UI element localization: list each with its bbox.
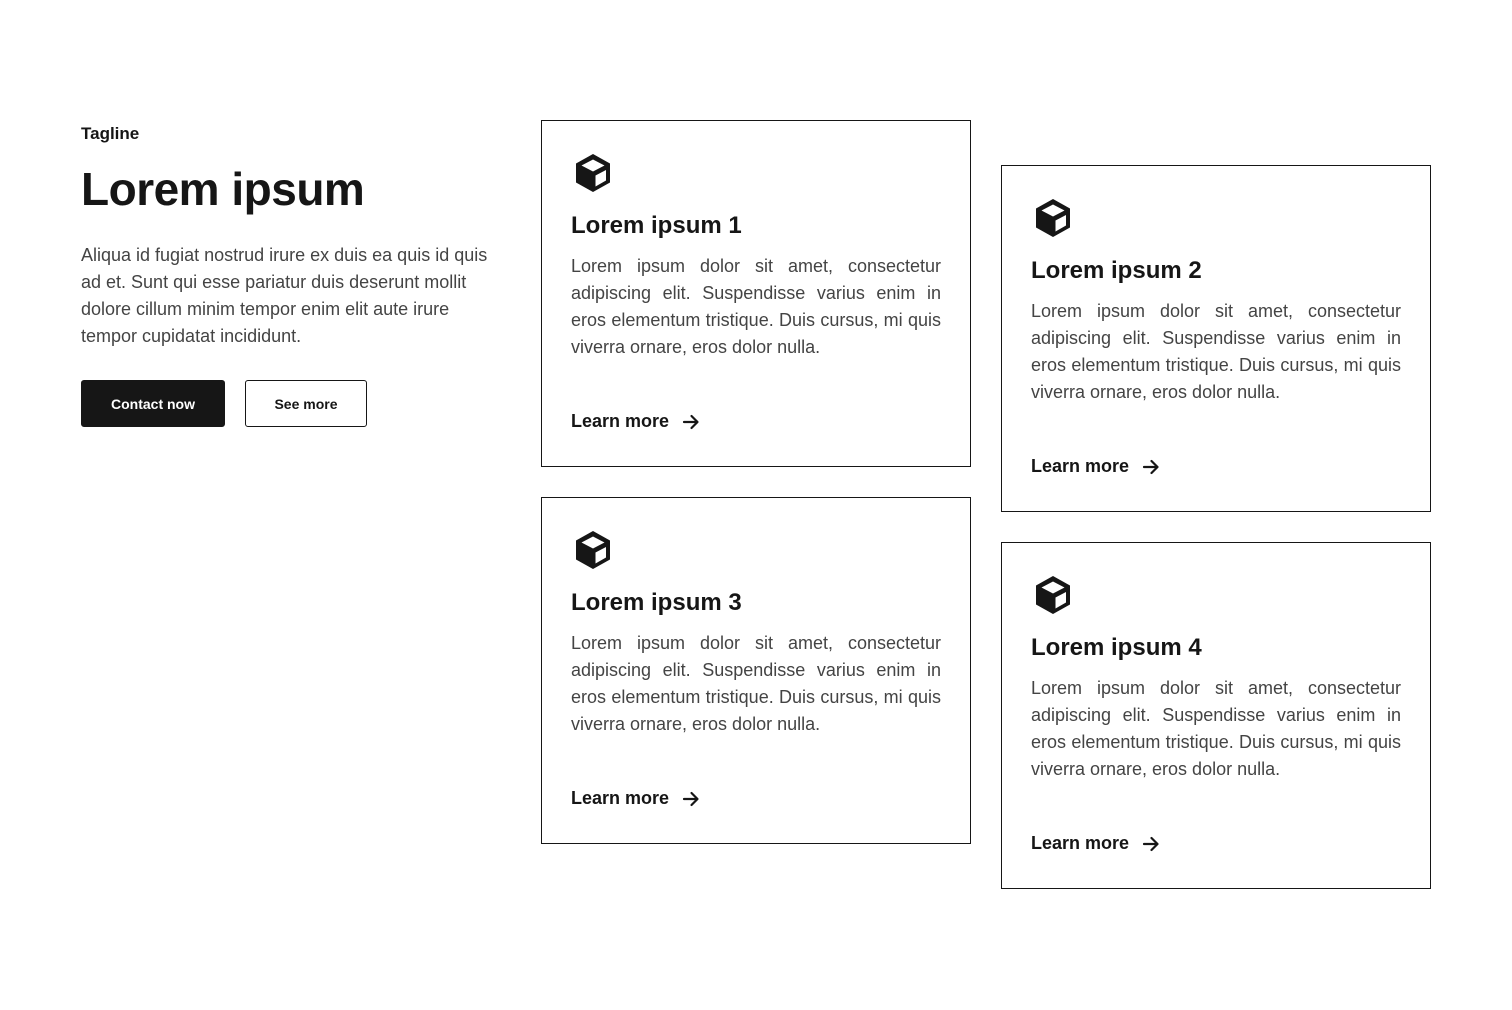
card-title: Lorem ipsum 4 [1031,634,1202,661]
feature-card-4 [1001,542,1431,889]
cube-icon [571,151,615,195]
feature-card-1 [541,120,971,467]
cube-icon [571,528,615,572]
feature-card-2 [1001,165,1431,512]
learn-more-label: Learn more [1031,833,1130,853]
card-description: Lorem ipsum dolor sit amet, consectetur adipiscing elit. Suspendisse varius enim in eros elementum tristique. Duis cursus, mi quis viverra ornare, eros dolor nulla. [1031,678,1401,779]
cube-icon [1031,196,1075,240]
intro-section [81,122,491,427]
card-title: Lorem ipsum 1 [571,212,742,239]
learn-more-label: Learn more [1031,456,1130,476]
arrow-right-icon [681,789,701,809]
card-description: Lorem ipsum dolor sit amet, consectetur adipiscing elit. Suspendisse varius enim in eros elementum tristique. Duis cursus, mi quis viverra ornare, eros dolor nulla. [571,256,941,357]
card-title: Lorem ipsum 2 [1031,257,1202,284]
arrow-right-icon [1141,457,1161,477]
learn-more-label: Learn more [571,788,670,808]
arrow-right-icon [1141,834,1161,854]
learn-more-link[interactable] [571,788,701,809]
cube-icon [1031,573,1075,617]
learn-more-link[interactable] [1031,833,1161,854]
see-more-button[interactable]: See more [245,380,367,427]
page-title: Lorem ipsum [81,163,365,215]
intro-description: Aliqua id fugiat nostrud irure ex duis ea quis id quis ad et. Sunt qui esse pariatur duis deserunt mollit dolore cillum minim tempor enim elit aute irure tempor cupidatat incididunt. [81,245,488,346]
learn-more-link[interactable] [1031,456,1161,477]
card-description: Lorem ipsum dolor sit amet, consectetur adipiscing elit. Suspendisse varius enim in eros elementum tristique. Duis cursus, mi quis viverra ornare, eros dolor nulla. [1031,301,1401,402]
feature-card-3 [541,497,971,844]
learn-more-link[interactable] [571,411,701,432]
tagline: Tagline [81,124,140,143]
intro-actions [81,380,491,427]
contact-now-button[interactable]: Contact now [81,380,225,427]
learn-more-label: Learn more [571,411,670,431]
card-title: Lorem ipsum 3 [571,589,742,616]
card-description: Lorem ipsum dolor sit amet, consectetur adipiscing elit. Suspendisse varius enim in eros elementum tristique. Duis cursus, mi quis viverra ornare, eros dolor nulla. [571,633,941,734]
arrow-right-icon [681,412,701,432]
